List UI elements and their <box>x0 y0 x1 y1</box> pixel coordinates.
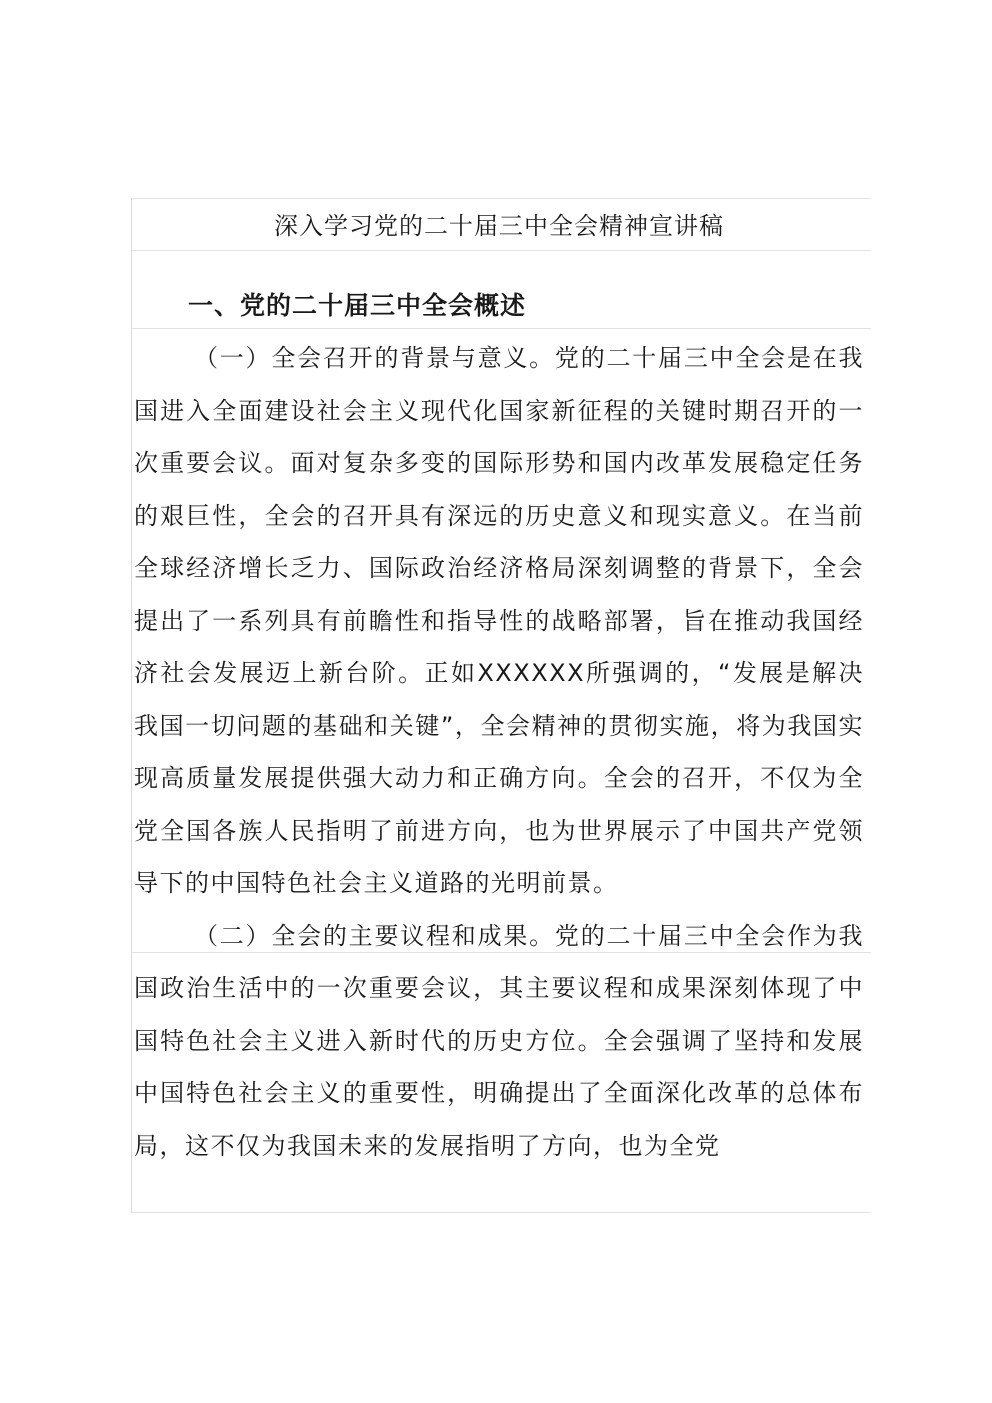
left-rule <box>131 198 132 1213</box>
paragraph-background: （一）全会召开的背景与意义。党的二十届三中全会是在我国进入全面建设社会主义现代化国家新征程的关键时期召开的一次重要会议。面对复杂多变的国际形势和国内改革发展稳定任务的艰巨性，全会的召开具有深远的历史意义和现实意义。在当前全球经济增长乏力、国际政治经济格局深刻调整的背景下，全会提出了一系列具有前瞻性和指导性的战略部署，旨在推动我国经济社会发展迈上新台阶。正如XXXXXX所强调的，“发展是解决我国一切问题的基础和关键”，全会精神的贯彻实施，将为我国实现高质量发展提供强大动力和正确方向。全会的召开，不仅为全党全国各族人民指明了前进方向，也为世界展示了中国共产党领导下的中国特色社会主义道路的光明前景。 <box>134 344 864 897</box>
bottom-rule <box>131 1212 871 1213</box>
top-rule <box>131 198 871 199</box>
document-body <box>134 200 864 1172</box>
document-title: 深入学习党的二十届三中全会精神宣讲稿 <box>274 212 724 240</box>
paragraph-agenda: （二）全会的主要议程和成果。党的二十届三中全会作为我国政治生活中的一次重要会议，其主要议程和成果深刻体现了中国特色社会主义进入新时代的历史方位。全会强调了坚持和发展中国特色社会主义的重要性，明确提出了全面深化改革的总体布局，这不仅为我国未来的发展指明了方向，也为全党 <box>134 921 864 1160</box>
section-heading: 一、党的二十届三中全会概述 <box>188 291 527 320</box>
